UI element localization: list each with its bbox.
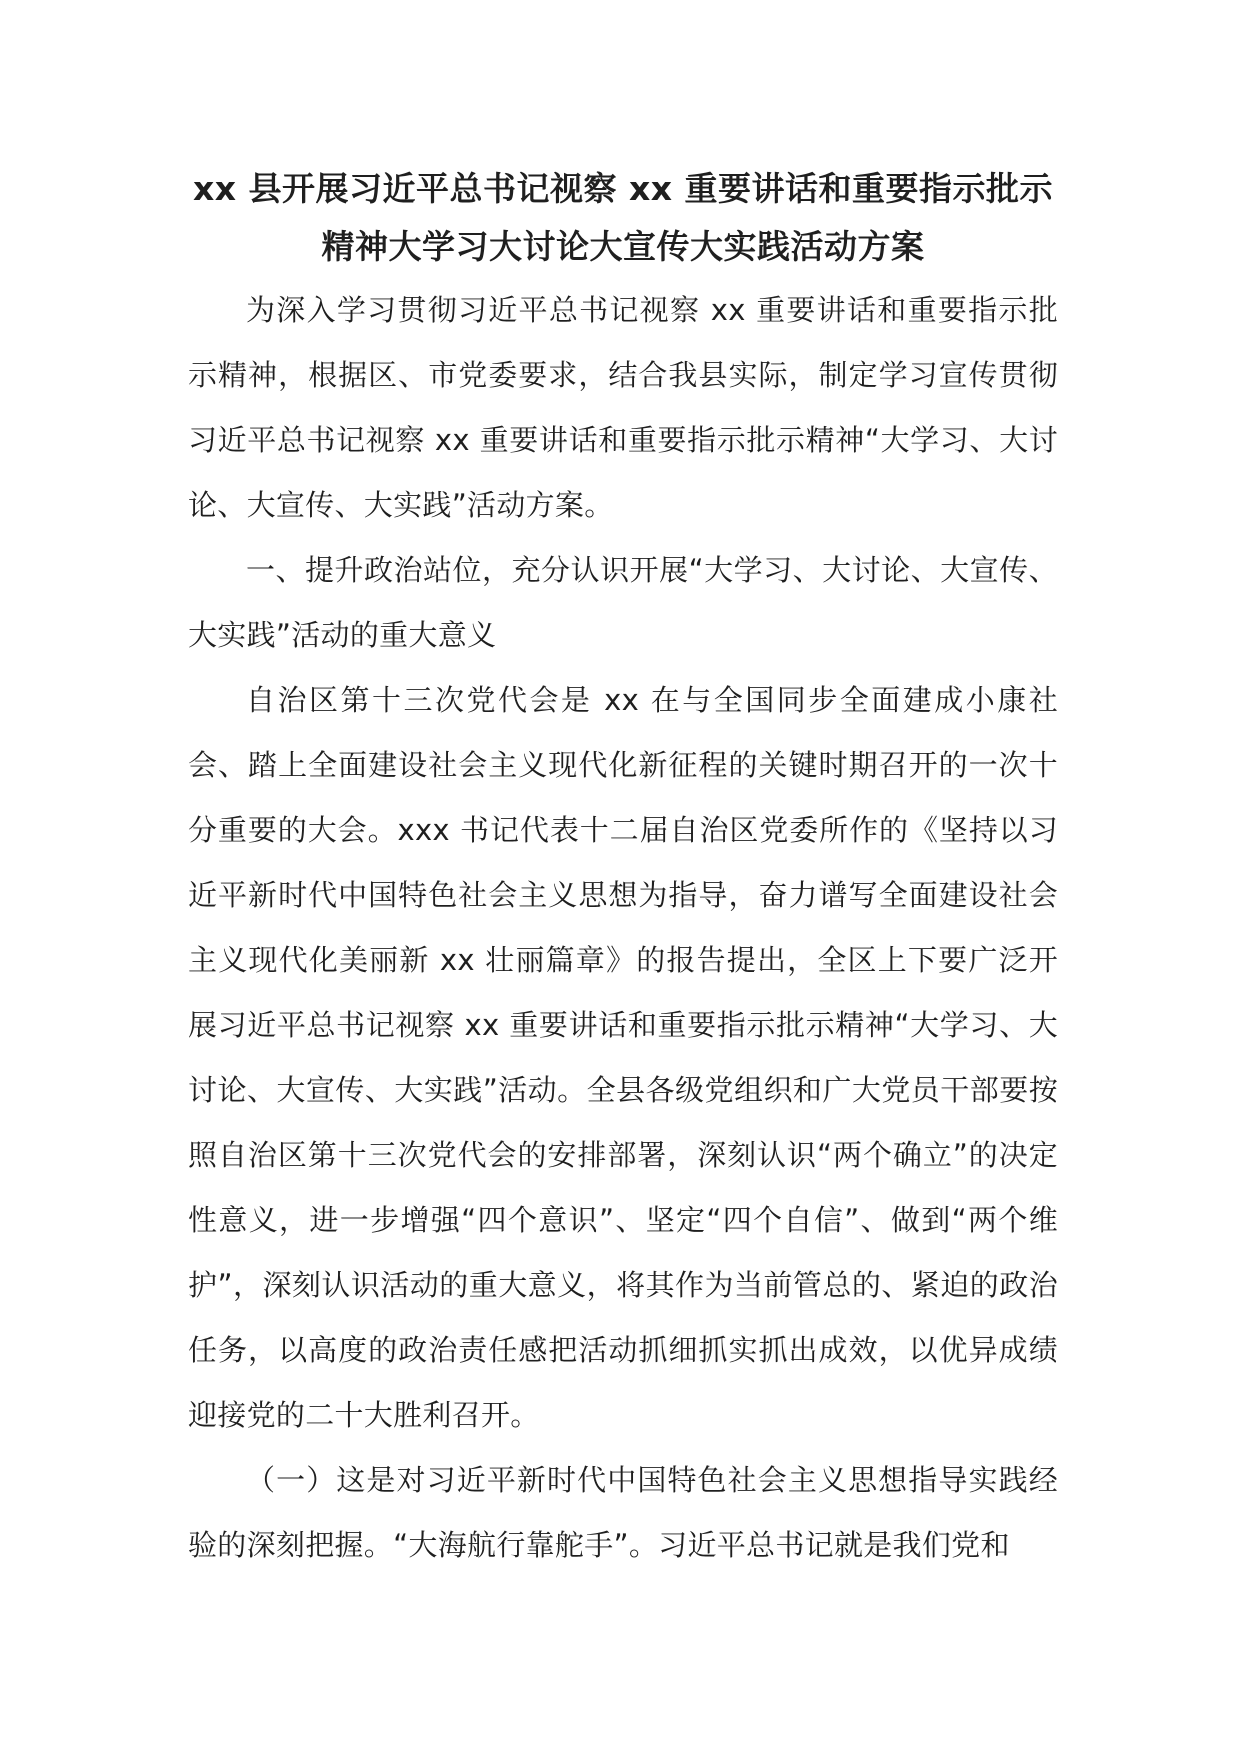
document-title — [188, 160, 1058, 276]
section-heading-1: 一、提升政治站位，充分认识开展“大学习、大讨论、大宣传、大实践”活动的重大意义 — [188, 553, 1058, 652]
title-line-1: xx 县开展习近平总书记视察 xx 重要讲话和重要指示批示 — [192, 169, 1054, 208]
document-page — [188, 160, 1058, 1578]
paragraph-subsection-1: （一）这是对习近平新时代中国特色社会主义思想指导实践经验的深刻把握。“大海航行靠舵手”。习近平总书记就是我们党和 — [188, 1463, 1058, 1562]
title-line-2: 精神大学习大讨论大宣传大实践活动方案 — [321, 227, 925, 266]
document-body — [188, 278, 1058, 1578]
paragraph-significance: 自治区第十三次党代会是 xx 在与全国同步全面建成小康社会、踏上全面建设社会主义现代化新征程的关键时期召开的一次十分重要的大会。xxx 书记代表十二届自治区党委所作的《坚持以习近平新时代中国特色社会主义思想为指导，奋力谱写全面建设社会主义现代化美丽新 xx 壮丽篇章》的报告提出，全区上下要广泛开展习近平总书记视察 xx 重要讲话和重要指示批示精神“大学习、大讨论、大宣传、大实践”活动。全县各级党组织和广大党员干部要按照自治区第十三次党代会的安排部署，深刻认识“两个确立”的决定性意义，进一步增强“四个意识”、坚定“四个自信”、做到“两个维护”，深刻认识活动的重大意义，将其作为当前管总的、紧迫的政治任务，以高度的政治责任感把活动抓细抓实抓出成效，以优异成绩迎接党的二十大胜利召开。 — [188, 683, 1058, 1432]
paragraph-intro: 为深入学习贯彻习近平总书记视察 xx 重要讲话和重要指示批示精神，根据区、市党委要求，结合我县实际，制定学习宣传贯彻习近平总书记视察 xx 重要讲话和重要指示批示精神“大学习、大讨论、大宣传、大实践”活动方案。 — [188, 293, 1058, 522]
